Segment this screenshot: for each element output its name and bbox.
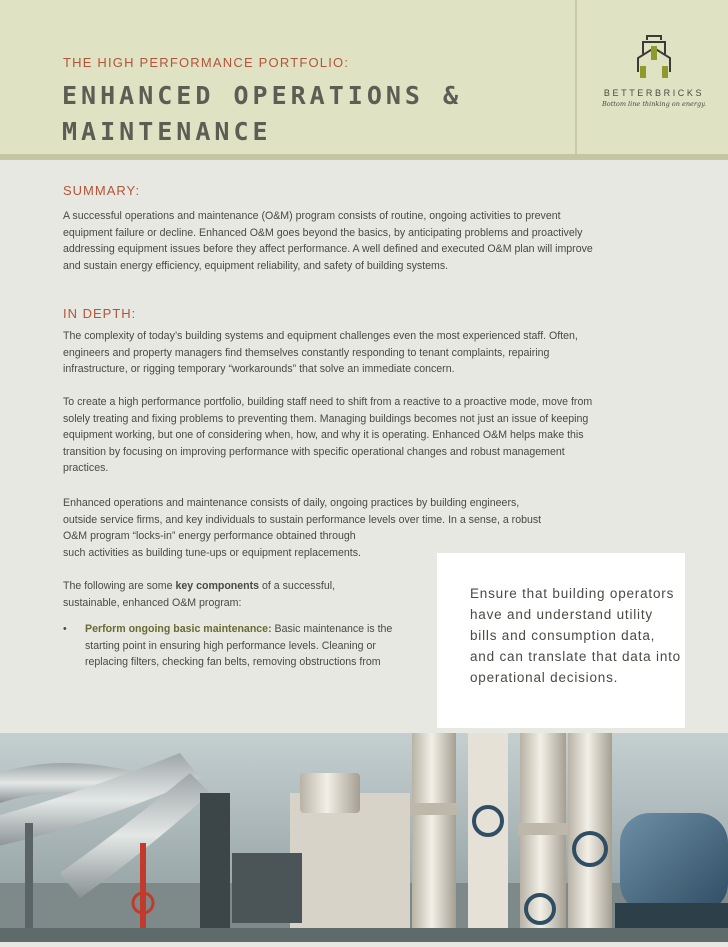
page-title — [62, 78, 562, 150]
pull-quote-box — [437, 553, 685, 728]
header-divider — [575, 0, 577, 154]
title-line-1: ENHANCED OPERATIONS & — [62, 81, 463, 110]
p3-line: such activities as building tune-ups or equipment replacements. — [63, 546, 361, 559]
betterbricks-logo — [598, 32, 710, 108]
bullet-title: Perform ongoing basic maintenance: — [85, 623, 272, 635]
series-kicker: THE HIGH PERFORMANCE PORTFOLIO: — [63, 55, 350, 70]
p4-text: The following are some — [63, 580, 176, 592]
mechanical-room-photo — [0, 733, 728, 942]
summary-heading: SUMMARY: — [63, 183, 141, 198]
p4-text: of a successful, — [259, 580, 336, 592]
p3-line: Enhanced operations and maintenance consists of daily, ongoing practices by building engineers, — [63, 497, 520, 509]
mechanical-room-photo-art — [0, 733, 728, 942]
p3-line: outside service firms, and key individuals to sustain performance levels over time. In a sense, a robust — [63, 513, 542, 526]
bullet-marker: • — [63, 623, 67, 635]
logo-wordmark: BETTERBRICKS — [603, 88, 705, 98]
building-pictogram-icon — [634, 32, 674, 82]
summary-text: A successful operations and maintenance (O&M) program consists of routine, ongoing activities to prevent equipment failure or decline. Enhanced O&M goes beyond the basics, by anticipating problems and proactively addressing equipment issues before they affect performance. A well defined and executed O&M plan will improve and sustain energy efficiency, equipment reliability, and safety of building systems. — [63, 210, 593, 272]
title-line-2: MAINTENANCE — [62, 117, 272, 146]
in-depth-paragraph-3 — [63, 495, 623, 561]
in-depth-paragraph-4 — [63, 578, 423, 611]
p3-line: O&M program “locks-in” energy performance obtained through — [63, 530, 356, 542]
pull-quote-text: Ensure that building operators have and understand utility bills and consumption data, and can translate that data into operational decisions. — [470, 586, 681, 685]
in-depth-heading: IN DEPTH: — [63, 306, 137, 321]
p4-line: sustainable, enhanced O&M program: — [63, 596, 242, 609]
p4-line — [63, 578, 423, 595]
in-depth-paragraph-1: The complexity of today’s building systems and equipment challenges even the most experienced staff. Often, engineers and property managers find themselves constantly responding to tenant complaints, repairing infrastructure, or rigging temporary “workarounds” that solve an immediate concern. — [63, 330, 578, 375]
in-depth-paragraph-2: To create a high performance portfolio, building staff need to shift from a reactive to a proactive mode, move from solely treating and fixing problems to preventing them. Managing buildings becomes not just an issue of keeping equipment working, but one of considering when, how, and why it is operating. Enhanced O&M helps make this transition by focusing on improving performance with specific operational changes and robust management practices. — [63, 396, 593, 474]
bullet-body — [85, 621, 415, 671]
key-components-bold: key components — [175, 580, 260, 592]
logo-tagline: Bottom line thinking on energy. — [602, 100, 706, 108]
header-bottom-rule — [0, 154, 728, 160]
bullet-text: Basic maintenance is the starting point in ensuring high performance levels. Cleaning or replacing filters, checking fan belts, removing obstructions from — [85, 623, 393, 668]
